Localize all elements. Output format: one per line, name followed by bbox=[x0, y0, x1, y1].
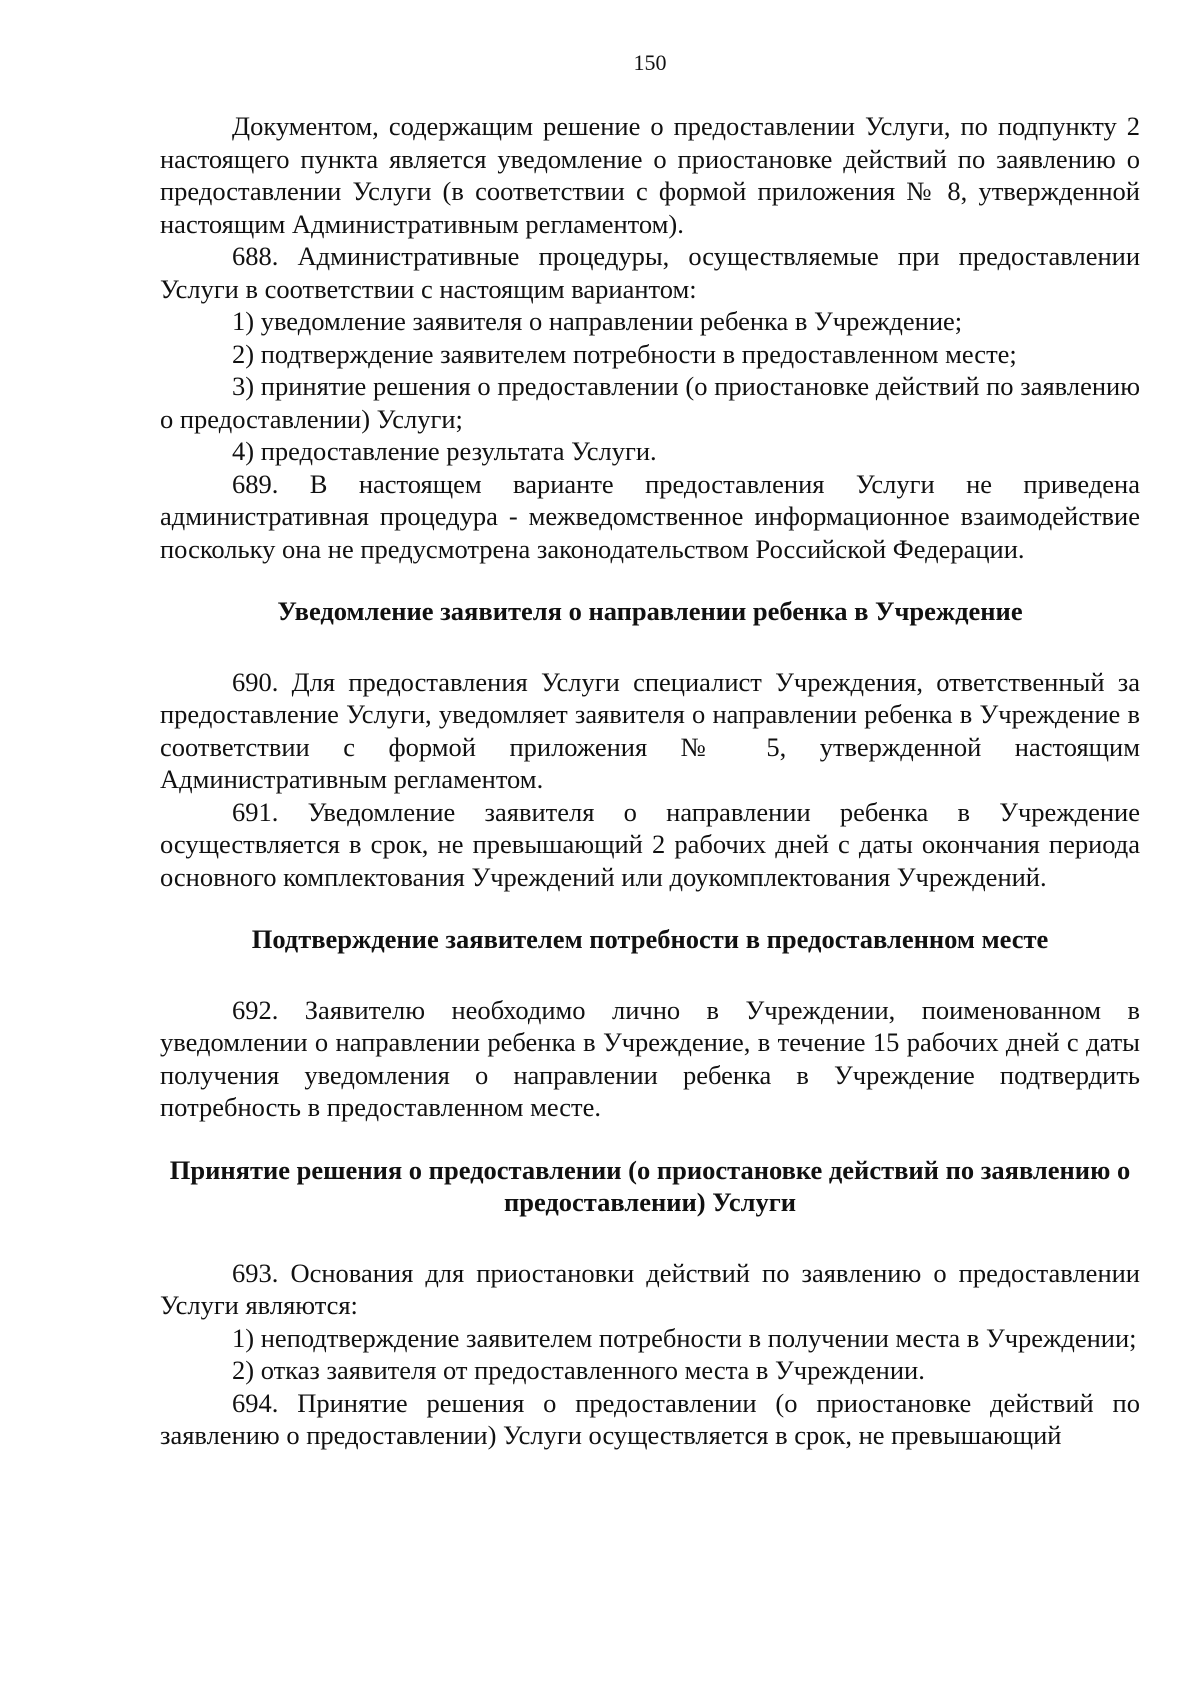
spacer bbox=[160, 565, 1140, 595]
paragraph-692: 692. Заявителю необходимо лично в Учреждении, поименованном в уведомлении о направлении ребенка в Учреждение, в течение 15 рабочих дней с даты получения уведомления о направлении ребенка в Учреждение подтвердить потребность в предоставленном месте. bbox=[160, 994, 1140, 1122]
list-item-688-3: 3) принятие решения о предоставлении (о приостановке действий по заявлению о предоставлении) Услуги; bbox=[160, 371, 1140, 434]
paragraph-691: 691. Уведомление заявителя о направлении ребенка в Учреждение осуществляется в срок, не превышающий 2 рабочих дней с даты окончания периода основного комплектования Учреждений или доукомплектования Учреждений. bbox=[160, 796, 1140, 892]
page-number: 150 bbox=[633, 50, 667, 75]
paragraph-693: 693. Основания для приостановки действий по заявлению о предоставлении Услуги являются: bbox=[160, 1257, 1140, 1320]
list-item-688-2: 2) подтверждение заявителем потребности в предоставленном месте; bbox=[232, 338, 1017, 369]
section-heading-decision: Принятие решения о предоставлении (о приостановке действий по заявлению о предоставлении) Услуги bbox=[169, 1154, 1131, 1217]
paragraph-690: 690. Для предоставления Услуги специалист Учреждения, ответственный за предоставление Услуги, уведомляет заявителя о направлении ребенка в Учреждение в соответствии с формой приложения № 5, утвержденной настоящим Административным регламентом. bbox=[160, 666, 1140, 794]
section-heading-notification: Уведомление заявителя о направлении ребенка в Учреждение bbox=[277, 596, 1023, 626]
section-heading-confirmation: Подтверждение заявителем потребности в предоставленном месте bbox=[251, 924, 1049, 954]
document-body bbox=[160, 110, 1140, 1452]
paragraph-result-document: Документом, содержащим решение о предоставлении Услуги, по подпункту 2 настоящего пункта является уведомление о приостановке действий по заявлению о предоставлении Услуги (в соответствии с формой приложения № 8, утвержденной настоящим Административным регламентом). bbox=[160, 111, 1140, 239]
paragraph-689: 689. В настоящем варианте предоставления Услуги не приведена административная процедура - межведомственное информационное взаимодействие поскольку она не предусмотрена законодательством Российской Федерации. bbox=[160, 468, 1140, 564]
spacer bbox=[160, 628, 1140, 666]
spacer bbox=[160, 1124, 1140, 1154]
list-item-693-2: 2) отказ заявителя от предоставленного места в Учреждении. bbox=[232, 1355, 925, 1385]
list-item-693-1: 1) неподтверждение заявителем потребности в получении места в Учреждении; bbox=[232, 1322, 1137, 1353]
spacer bbox=[160, 1219, 1140, 1257]
list-item-688-4: 4) предоставление результата Услуги. bbox=[232, 436, 657, 466]
list-item-688-1: 1) уведомление заявителя о направлении ребенка в Учреждение; bbox=[232, 306, 963, 336]
paragraph-694: 694. Принятие решения о предоставлении (о приостановке действий по заявлению о предоставлении) Услуги осуществляется в срок, не превышающий bbox=[160, 1387, 1140, 1450]
paragraph-688: 688. Административные процедуры, осуществляемые при предоставлении Услуги в соответствии с настоящим вариантом: bbox=[160, 241, 1140, 304]
spacer bbox=[160, 893, 1140, 923]
spacer bbox=[160, 956, 1140, 994]
